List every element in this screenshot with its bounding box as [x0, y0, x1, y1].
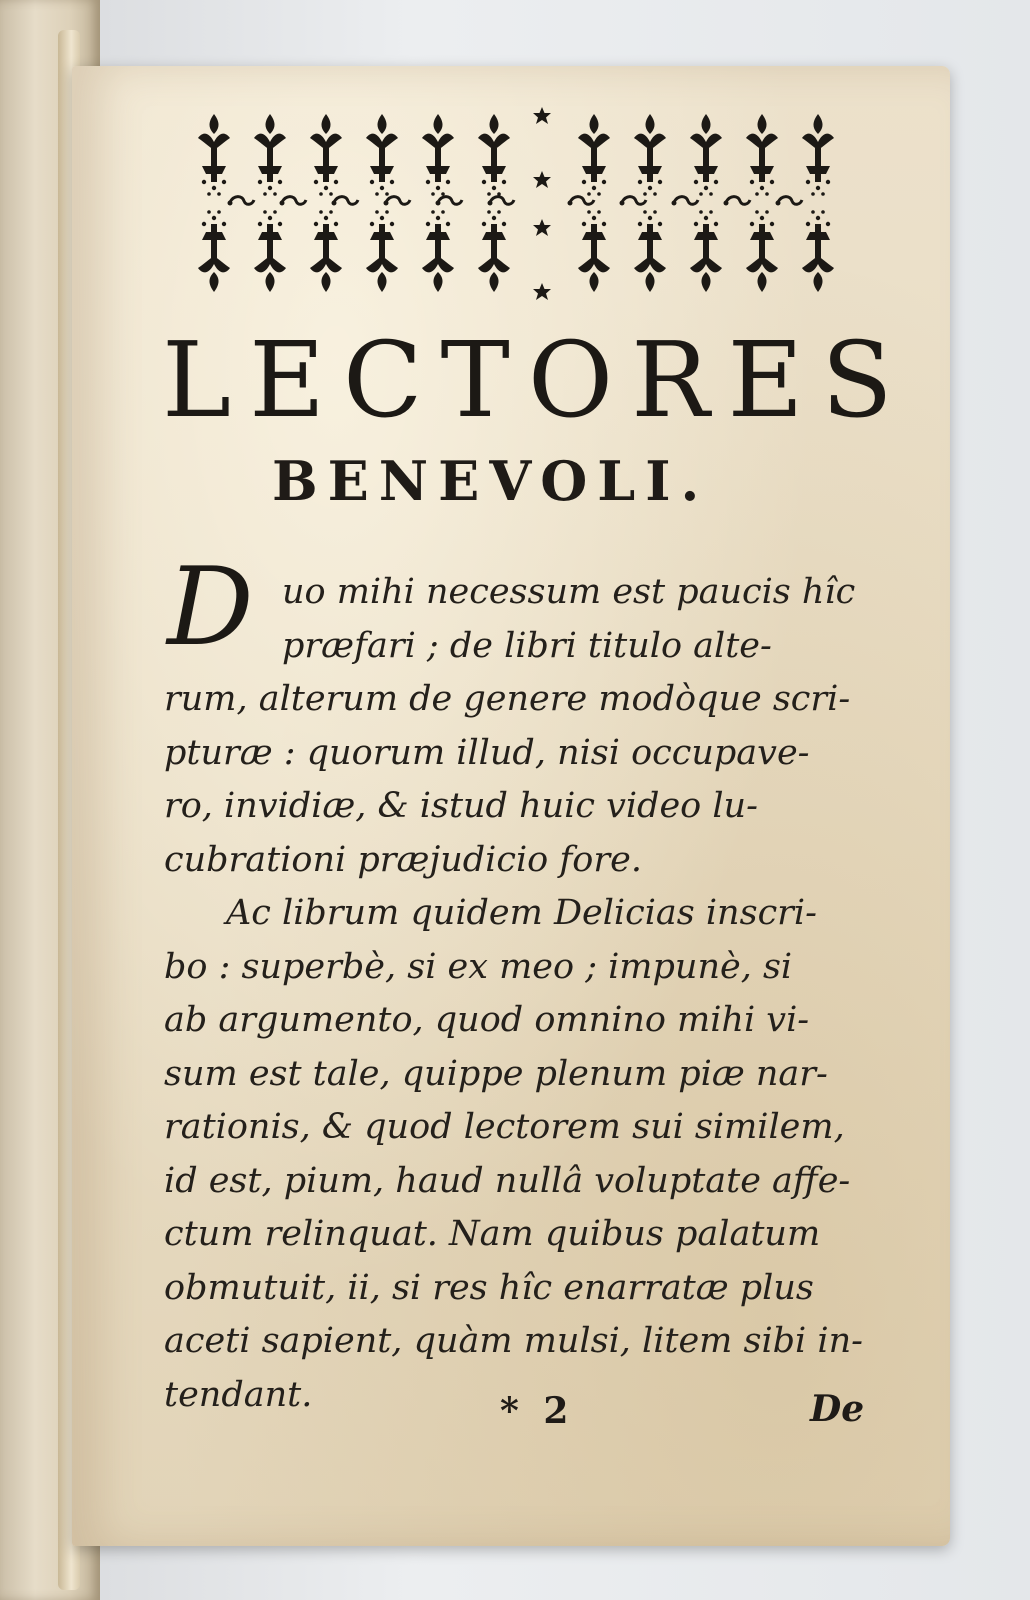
- text-line: aceti sapient, quàm mulsi, litem sibi in-: [164, 1321, 863, 1361]
- text-line: rationis, & quod lectorem sui similem,: [164, 1107, 845, 1147]
- signature-mark: * 2: [500, 1390, 575, 1432]
- text-line: obmutuit, ii, si res hîc enarratæ plus: [164, 1267, 814, 1308]
- text-line: pturæ : quorum illud, nisi occupave-: [164, 732, 810, 773]
- text-line: tendant.: [164, 1374, 313, 1415]
- text-line: ro, invidiæ, & istud huic video lu-: [164, 786, 758, 826]
- text-line: cubrationi præjudicio fore.: [164, 839, 642, 880]
- text-line: rum, alterum de genere modòque scri-: [164, 679, 851, 719]
- drop-cap: D: [167, 545, 254, 670]
- catchword: De: [810, 1388, 865, 1430]
- body-text: [164, 566, 864, 1422]
- text-line: ctum relinquat. Nam quibus palatum: [164, 1214, 821, 1254]
- text-line: præfari ; de libri titulo alte-: [282, 625, 772, 666]
- text-line: sum est tale, quippe plenum piæ nar-: [164, 1053, 828, 1094]
- page-subtitle: BENEVOLI.: [272, 449, 710, 513]
- text-line: Ac librum quidem Delicias inscri-: [226, 893, 817, 933]
- page-title: LECTORES: [162, 319, 911, 441]
- text-line: id est, pium, haud nullâ voluptate affe-: [164, 1160, 851, 1201]
- text-line: bo : superbè, si ex meo ; impunè, si: [164, 946, 793, 987]
- text-line: ab argumento, quod omnino mihi vi-: [164, 1000, 810, 1040]
- ornamental-headpiece: [164, 94, 864, 304]
- book-page: [72, 66, 950, 1546]
- text-line: uo mihi necessum est paucis hîc: [282, 572, 856, 612]
